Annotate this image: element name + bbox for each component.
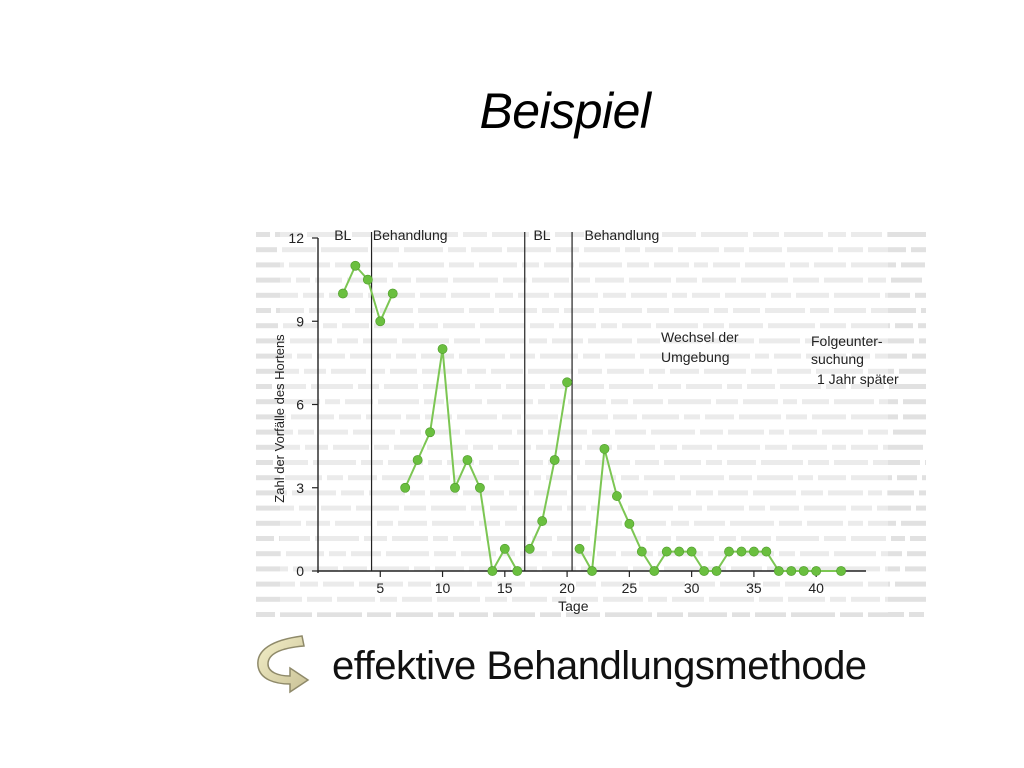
data-point (376, 317, 385, 326)
bg-text-word (911, 247, 926, 252)
caption-text: effektive Behandlungsmethode (332, 644, 867, 688)
bg-text-word (918, 323, 926, 328)
bg-text-word (915, 293, 926, 298)
data-point (562, 378, 571, 387)
bg-text-word (897, 475, 917, 480)
bg-text-word (907, 551, 926, 556)
y-tick-label: 9 (296, 313, 304, 330)
data-point (762, 547, 771, 556)
bg-text-word (256, 460, 273, 465)
data-point (724, 547, 733, 556)
x-tick-label: 30 (683, 580, 700, 596)
annotation-text: Wechsel der (661, 329, 739, 345)
data-point (836, 566, 845, 575)
data-point (463, 455, 472, 464)
data-point (525, 544, 534, 553)
x-tick-label: 35 (746, 580, 762, 596)
bg-text-word (891, 536, 905, 541)
bg-text-word (903, 399, 926, 404)
data-point (625, 519, 634, 528)
bg-text-word (256, 551, 281, 556)
annotation-text: Folgeunter- (811, 333, 883, 349)
bg-text-word (256, 384, 272, 389)
horten-incidents-chart (236, 210, 940, 630)
bg-text-word (885, 293, 910, 298)
bg-text-word (901, 262, 925, 267)
bg-text-word (885, 597, 926, 602)
bg-text-word (899, 369, 926, 374)
data-point (774, 566, 783, 575)
bg-text-word (905, 566, 926, 571)
y-tick-label: 12 (288, 230, 304, 246)
data-point (401, 483, 410, 492)
data-point (699, 566, 708, 575)
data-point (749, 547, 758, 556)
caption-row (248, 632, 928, 692)
bg-text-word (256, 323, 278, 328)
data-point (787, 566, 796, 575)
data-point (438, 344, 447, 353)
bg-text-word (891, 278, 922, 283)
y-axis-label: Zahl der Vorfälle des Hortens (272, 334, 287, 503)
y-tick-label: 0 (296, 563, 304, 579)
data-point (425, 428, 434, 437)
data-point (675, 547, 684, 556)
data-point (812, 566, 821, 575)
data-point (351, 261, 360, 270)
data-point (363, 275, 372, 284)
phase-label: Behandlung (372, 227, 448, 243)
bg-text-word (256, 536, 274, 541)
bg-text-word (895, 582, 926, 587)
bg-text-word (922, 475, 926, 480)
bg-text-word (256, 247, 277, 252)
x-tick-label: 40 (808, 580, 824, 596)
data-point (737, 547, 746, 556)
bg-text-word (909, 612, 924, 617)
data-point (388, 289, 397, 298)
bg-text-word (925, 460, 926, 465)
bg-text-word (895, 323, 913, 328)
bg-text-word (256, 308, 271, 313)
annotation-text: 1 Jahr später (817, 371, 899, 387)
data-point (488, 566, 497, 575)
y-tick-label: 3 (296, 479, 304, 496)
data-point (575, 544, 584, 553)
data-point (338, 289, 347, 298)
x-tick-label: 20 (559, 580, 575, 596)
annotation-text: Umgebung (661, 349, 730, 365)
bg-text-word (912, 354, 926, 359)
data-point (799, 566, 808, 575)
bg-text-word (901, 521, 926, 526)
data-point (637, 547, 646, 556)
bg-text-word (887, 232, 926, 237)
data-point (500, 544, 509, 553)
y-tick-label: 6 (296, 396, 304, 413)
bg-text-word (910, 536, 926, 541)
data-point (538, 516, 547, 525)
curved-arrow-icon (250, 632, 314, 694)
x-tick-label: 15 (497, 580, 513, 596)
data-point (513, 566, 522, 575)
data-point (450, 483, 459, 492)
bg-text-word (919, 490, 926, 495)
slide-title: Beispiel (479, 83, 651, 139)
x-axis-label: Tage (558, 598, 589, 614)
data-point (612, 491, 621, 500)
data-point (650, 566, 659, 575)
bg-text-word (883, 445, 923, 450)
data-point (712, 566, 721, 575)
data-point (662, 547, 671, 556)
phase-label: Behandlung (584, 227, 660, 243)
data-point (587, 566, 596, 575)
data-point (413, 455, 422, 464)
bg-text-word (903, 414, 926, 419)
x-tick-label: 5 (376, 580, 385, 596)
bg-text-word (919, 338, 926, 343)
phase-label: BL (533, 227, 551, 243)
bg-text-word (921, 308, 926, 313)
x-tick-label: 10 (434, 580, 451, 596)
data-point (475, 483, 484, 492)
x-tick-label: 25 (621, 580, 638, 596)
bg-text-word (256, 612, 275, 617)
phase-label: BL (334, 227, 352, 243)
bg-text-word (916, 506, 926, 511)
bg-text-word (256, 232, 270, 237)
annotation-text: suchung (811, 351, 864, 367)
data-point (600, 444, 609, 453)
scanned-background-text (256, 220, 926, 617)
data-point (687, 547, 696, 556)
bg-text-word (887, 490, 914, 495)
data-point (550, 455, 559, 464)
bg-text-word (256, 262, 284, 267)
bg-text-word (893, 430, 926, 435)
